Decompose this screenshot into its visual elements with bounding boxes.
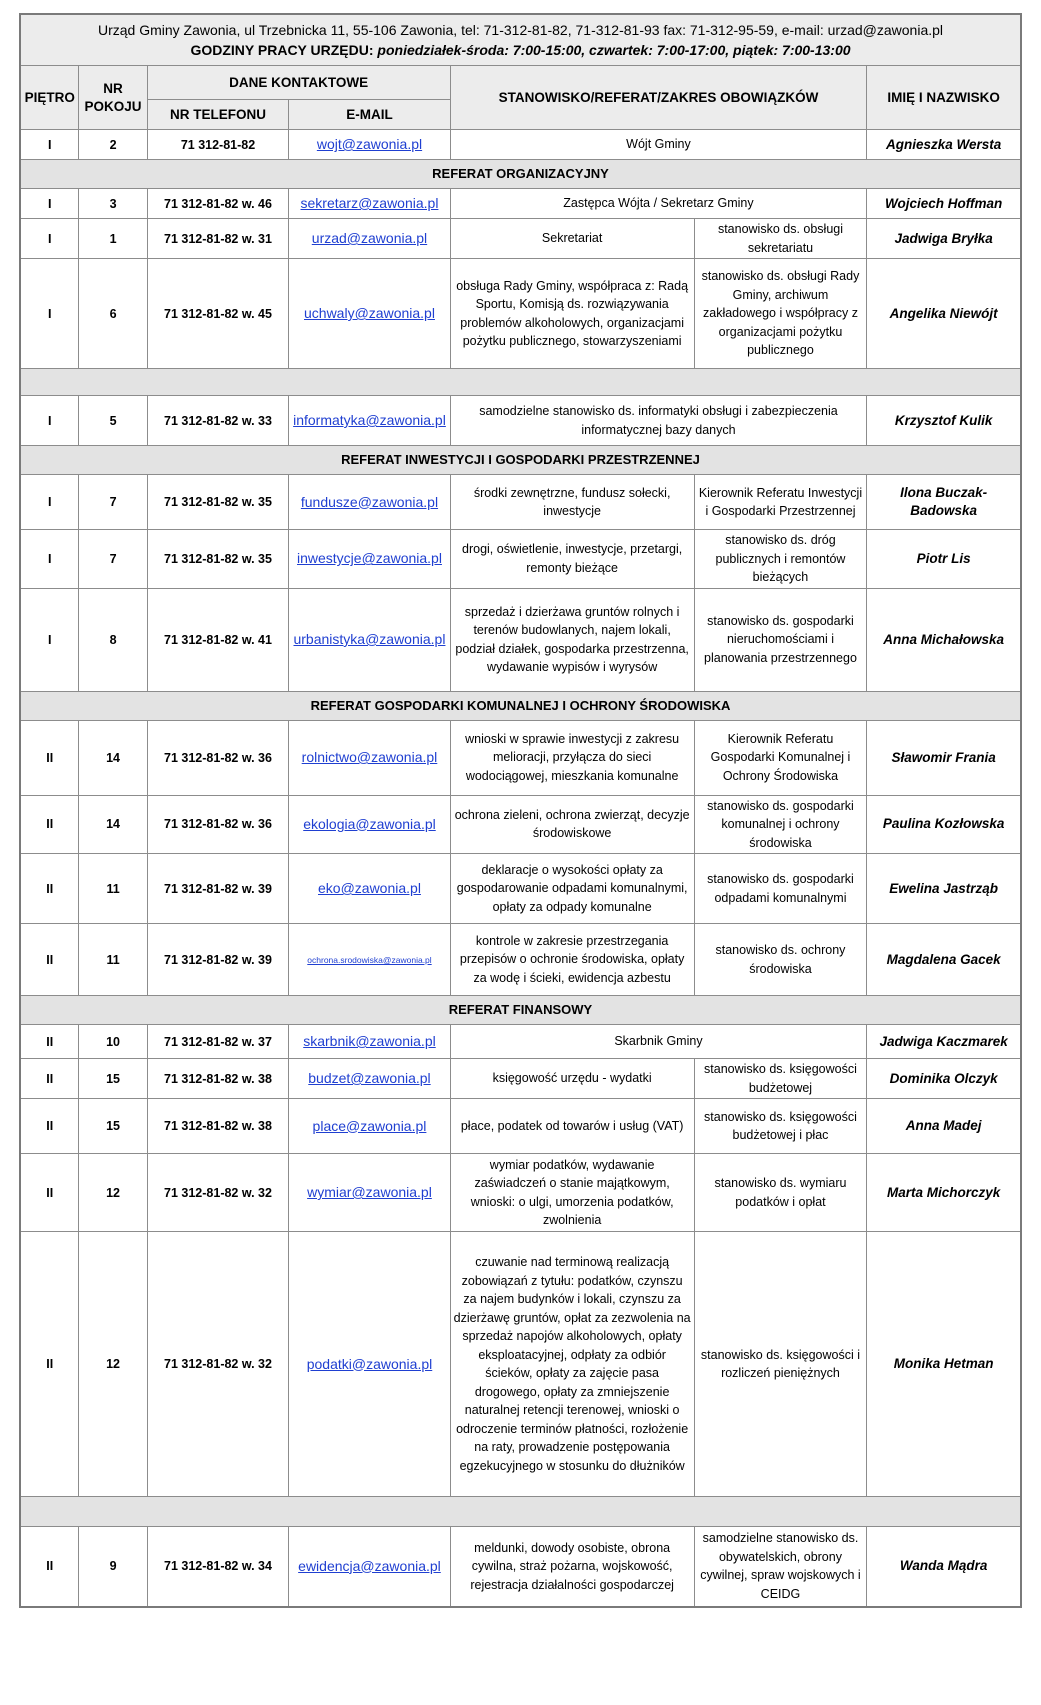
duties-cell: wymiar podatków, wydawanie zaświadczeń o stanie majątkowym, wnioski: o ulgi, umorzenia podatków, zwolnienia <box>450 1154 694 1232</box>
email-cell <box>289 219 450 259</box>
room-cell: 9 <box>79 1527 147 1607</box>
phone-cell: 71 312-81-82 w. 37 <box>147 1025 289 1059</box>
col-email-header: E-MAIL <box>289 100 450 130</box>
col-name-header: IMIĘ I NAZWISKO <box>867 66 1021 130</box>
duties-cell: płace, podatek od towarów i usług (VAT) <box>450 1099 694 1154</box>
email-cell <box>289 530 450 589</box>
role-cell: Wójt Gminy <box>450 130 867 160</box>
position-cell: stanowisko ds. gospodarki odpadami komunalnymi <box>694 854 867 924</box>
duties-cell: księgowość urzędu - wydatki <box>450 1059 694 1099</box>
floor-cell: II <box>20 1059 79 1099</box>
email-cell <box>289 588 450 691</box>
phone-cell: 71 312-81-82 w. 36 <box>147 795 289 854</box>
email-cell <box>289 259 450 369</box>
table-row <box>20 259 1021 369</box>
email-link[interactable]: ewidencja@zawonia.pl <box>298 1557 441 1574</box>
floor-cell: I <box>20 396 79 446</box>
floor-cell: I <box>20 189 79 219</box>
col-phone-header: NR TELEFONU <box>147 100 289 130</box>
position-cell: stanowisko ds. wymiaru podatków i opłat <box>694 1154 867 1232</box>
position-cell: samodzielne stanowisko ds. obywatelskich, obrony cywilnej, spraw wojskowych i CEIDG <box>694 1527 867 1607</box>
name-cell: Krzysztof Kulik <box>867 396 1021 446</box>
floor-cell: II <box>20 720 79 795</box>
floor-cell: I <box>20 588 79 691</box>
phone-cell: 71 312-81-82 w. 39 <box>147 924 289 996</box>
floor-cell: II <box>20 854 79 924</box>
name-cell: Ewelina Jastrząb <box>867 854 1021 924</box>
email-link[interactable]: place@zawonia.pl <box>312 1117 427 1134</box>
email-cell <box>289 1025 450 1059</box>
name-cell: Sławomir Frania <box>867 720 1021 795</box>
email-cell <box>289 720 450 795</box>
col-role-header: STANOWISKO/REFERAT/ZAKRES OBOWIĄZKÓW <box>450 66 867 130</box>
table-row <box>20 588 1021 691</box>
name-cell: Jadwiga Bryłka <box>867 219 1021 259</box>
room-cell: 7 <box>79 475 147 530</box>
position-cell: stanowisko ds. ochrony środowiska <box>694 924 867 996</box>
phone-cell: 71 312-81-82 w. 36 <box>147 720 289 795</box>
duties-cell: Sekretariat <box>450 219 694 259</box>
phone-cell: 71 312-81-82 w. 32 <box>147 1232 289 1497</box>
directory-rows <box>20 130 1021 1607</box>
col-room-header: NR POKOJU <box>79 66 147 130</box>
email-link[interactable]: uchwaly@zawonia.pl <box>304 305 435 321</box>
duties-cell: środki zewnętrzne, fundusz sołecki, inwestycje <box>450 475 694 530</box>
floor-cell: II <box>20 1527 79 1607</box>
position-cell: stanowisko ds. obsługi Rady Gminy, archiwum zakładowego i współpracy z organizacjami pożytku publicznego <box>694 259 867 369</box>
room-cell: 11 <box>79 854 147 924</box>
phone-cell: 71 312-81-82 w. 34 <box>147 1527 289 1607</box>
col-floor-header: PIĘTRO <box>20 66 79 130</box>
phone-cell: 71 312-81-82 w. 38 <box>147 1059 289 1099</box>
phone-cell: 71 312-81-82 w. 35 <box>147 475 289 530</box>
table-row <box>20 1154 1021 1232</box>
email-link[interactable]: urbanistyka@zawonia.pl <box>293 631 446 647</box>
table-row <box>20 475 1021 530</box>
office-address: Urząd Gminy Zawonia, ul Trzebnicka 11, 55-106 Zawonia, tel: 71-312-81-82, 71-312-81-93 fax: 71-312-95-59, e-mail: urzad@zawonia.pl <box>97 22 944 38</box>
section-title: REFERAT INWESTYCJI I GOSPODARKI PRZESTRZENNEJ <box>20 446 1021 475</box>
column-header-row <box>20 66 1021 100</box>
room-cell: 14 <box>79 720 147 795</box>
table-row <box>20 720 1021 795</box>
position-cell: Kierownik Referatu Gospodarki Komunalnej i Ochrony Środowiska <box>694 720 867 795</box>
duties-cell: drogi, oświetlenie, inwestycje, przetargi, remonty bieżące <box>450 530 694 589</box>
table-row <box>20 924 1021 996</box>
duties-cell: czuwanie nad terminową realizacją zobowiązań z tytułu: podatków, czynszu za najem budynków i lokali, czynszu za dzierżawę gruntów, opłat za zezwolenia na sprzedaż napojów alkoholowych, opłaty eksploatacyjnej, odpłaty za odbiór ścieków, opłaty za zajęcie pasa drogowego, opłaty za zmniejszenie naturalnej retencji terenowej, wnioski o odroczenie terminów płatności, rozłożenie na raty, prowadzenie postępowania egzekucyjnego w stosunku do dłużników <box>450 1232 694 1497</box>
floor-cell: I <box>20 530 79 589</box>
email-cell <box>289 924 450 996</box>
email-link[interactable]: sekretarz@zawonia.pl <box>300 195 439 211</box>
separator-cell <box>20 369 1021 396</box>
office-info-row <box>20 14 1021 66</box>
email-link[interactable]: fundusze@zawonia.pl <box>300 493 439 510</box>
room-cell: 10 <box>79 1025 147 1059</box>
phone-cell: 71 312-81-82 w. 31 <box>147 219 289 259</box>
office-hours-value: poniedziałek-środa: 7:00-15:00, czwartek: 7:00-17:00, piątek: 7:00-13:00 <box>377 42 851 58</box>
position-cell: stanowisko ds. gospodarki nieruchomościami i planowania przestrzennego <box>694 588 867 691</box>
name-cell: Angelika Niewójt <box>867 259 1021 369</box>
floor-cell: II <box>20 1025 79 1059</box>
email-link[interactable]: rolnictwo@zawonia.pl <box>301 749 438 765</box>
email-cell <box>289 189 450 219</box>
duties-cell: deklaracje o wysokości opłaty za gospodarowanie odpadami komunalnymi, opłaty za odpady komunalne <box>450 854 694 924</box>
table-row <box>20 1527 1021 1607</box>
name-cell: Magdalena Gacek <box>867 924 1021 996</box>
section-title: REFERAT GOSPODARKI KOMUNALNEJ I OCHRONY ŚRODOWISKA <box>20 691 1021 720</box>
table-row <box>20 1025 1021 1059</box>
section-header-row <box>20 160 1021 189</box>
room-cell: 11 <box>79 924 147 996</box>
email-link[interactable]: urzad@zawonia.pl <box>311 230 428 246</box>
email-link[interactable]: eko@zawonia.pl <box>318 880 421 896</box>
table-row <box>20 130 1021 160</box>
section-header-row <box>20 446 1021 475</box>
table-row <box>20 396 1021 446</box>
email-cell <box>289 1154 450 1232</box>
name-cell: Anna Madej <box>867 1099 1021 1154</box>
email-link[interactable]: podatki@zawonia.pl <box>306 1355 433 1372</box>
email-cell <box>289 1527 450 1607</box>
phone-cell: 71 312-81-82 w. 35 <box>147 530 289 589</box>
room-cell: 1 <box>79 219 147 259</box>
email-link[interactable]: skarbnik@zawonia.pl <box>303 1033 436 1049</box>
email-cell <box>289 130 450 160</box>
name-cell: Monika Hetman <box>867 1232 1021 1497</box>
phone-cell: 71 312-81-82 w. 41 <box>147 588 289 691</box>
role-cell: samodzielne stanowisko ds. informatyki obsługi i zabezpieczenia informatycznej bazy danych <box>450 396 867 446</box>
table-row <box>20 189 1021 219</box>
position-cell: stanowisko ds. dróg publicznych i remontów bieżących <box>694 530 867 589</box>
duties-cell: wnioski w sprawie inwestycji z zakresu melioracji, przyłącza do sieci wodociągowej, mieszkania komunalne <box>450 720 694 795</box>
name-cell: Anna Michałowska <box>867 588 1021 691</box>
name-cell: Piotr Lis <box>867 530 1021 589</box>
email-cell <box>289 1232 450 1497</box>
blank-separator-row <box>20 369 1021 396</box>
room-cell: 5 <box>79 396 147 446</box>
phone-cell: 71 312-81-82 w. 33 <box>147 396 289 446</box>
room-cell: 2 <box>79 130 147 160</box>
role-cell: Skarbnik Gminy <box>450 1025 867 1059</box>
position-cell: stanowisko ds. księgowości i rozliczeń pieniężnych <box>694 1232 867 1497</box>
section-title: REFERAT ORGANIZACYJNY <box>20 160 1021 189</box>
floor-cell: I <box>20 475 79 530</box>
office-directory <box>19 13 1022 1608</box>
duties-cell: sprzedaż i dzierżawa gruntów rolnych i terenów budowlanych, najem lokali, podział działek, gospodarka przestrzenna, wydawanie wypisów i wyrysów <box>450 588 694 691</box>
position-cell: stanowisko ds. księgowości budżetowej <box>694 1059 867 1099</box>
position-cell: Kierownik Referatu Inwestycji i Gospodarki Przestrzennej <box>694 475 867 530</box>
duties-cell: kontrole w zakresie przestrzegania przepisów o ochronie środowiska, opłaty za wodę i ścieki, ewidencja azbestu <box>450 924 694 996</box>
email-cell <box>289 795 450 854</box>
name-cell: Agnieszka Wersta <box>867 130 1021 160</box>
room-cell: 3 <box>79 189 147 219</box>
duties-cell: ochrona zieleni, ochrona zwierząt, decyzje środowiskowe <box>450 795 694 854</box>
floor-cell: I <box>20 259 79 369</box>
email-link[interactable]: wojt@zawonia.pl <box>316 136 423 152</box>
phone-cell: 71 312-81-82 w. 32 <box>147 1154 289 1232</box>
email-link[interactable]: ochrona.srodowiska@zawonia.pl <box>307 955 432 965</box>
name-cell: Ilona Buczak-Badowska <box>867 475 1021 530</box>
table-row <box>20 1232 1021 1497</box>
floor-cell: I <box>20 130 79 160</box>
floor-cell: II <box>20 1232 79 1497</box>
table-row <box>20 219 1021 259</box>
room-cell: 12 <box>79 1232 147 1497</box>
section-header-row <box>20 996 1021 1025</box>
room-cell: 7 <box>79 530 147 589</box>
name-cell: Paulina Kozłowska <box>867 795 1021 854</box>
position-cell: stanowisko ds. księgowości budżetowej i płac <box>694 1099 867 1154</box>
blank-separator-row <box>20 1497 1021 1527</box>
room-cell: 15 <box>79 1099 147 1154</box>
phone-cell: 71 312-81-82 <box>147 130 289 160</box>
room-cell: 6 <box>79 259 147 369</box>
name-cell: Jadwiga Kaczmarek <box>867 1025 1021 1059</box>
email-link[interactable]: budzet@zawonia.pl <box>308 1070 431 1086</box>
name-cell: Marta Michorczyk <box>867 1154 1021 1232</box>
email-link[interactable]: inwestycje@zawonia.pl <box>297 550 442 567</box>
col-contact-header: DANE KONTAKTOWE <box>147 66 450 100</box>
name-cell: Wojciech Hoffman <box>867 189 1021 219</box>
section-title: REFERAT FINANSOWY <box>20 996 1021 1025</box>
email-cell <box>289 854 450 924</box>
phone-cell: 71 312-81-82 w. 39 <box>147 854 289 924</box>
name-cell: Dominika Olczyk <box>867 1059 1021 1099</box>
office-hours-label: GODZINY PRACY URZĘDU: <box>190 42 374 58</box>
office-hours <box>24 40 1017 60</box>
separator-cell <box>20 1497 1021 1527</box>
floor-cell: II <box>20 795 79 854</box>
email-link[interactable]: ekologia@zawonia.pl <box>303 815 436 832</box>
position-cell: stanowisko ds. gospodarki komunalnej i ochrony środowiska <box>694 795 867 854</box>
phone-cell: 71 312-81-82 w. 38 <box>147 1099 289 1154</box>
table-row <box>20 795 1021 854</box>
phone-cell: 71 312-81-82 w. 45 <box>147 259 289 369</box>
email-link[interactable]: wymiar@zawonia.pl <box>307 1184 432 1200</box>
table-row <box>20 530 1021 589</box>
email-cell <box>289 475 450 530</box>
room-cell: 8 <box>79 588 147 691</box>
duties-cell: meldunki, dowody osobiste, obrona cywilna, straż pożarna, wojskowość, rejestracja działalności gospodarczej <box>450 1527 694 1607</box>
directory-table <box>19 13 1022 1608</box>
email-cell <box>289 1099 450 1154</box>
duties-cell: obsługa Rady Gminy, współpraca z: Radą Sportu, Komisją ds. rozwiązywania problemów alkoholowych, organizacjami pożytku publicznego, stowarzyszeniami <box>450 259 694 369</box>
role-cell: Zastępca Wójta / Sekretarz Gminy <box>450 189 867 219</box>
position-cell: stanowisko ds. obsługi sekretariatu <box>694 219 867 259</box>
floor-cell: II <box>20 924 79 996</box>
email-cell <box>289 1059 450 1099</box>
email-cell <box>289 396 450 446</box>
floor-cell: II <box>20 1154 79 1232</box>
name-cell: Wanda Mądra <box>867 1527 1021 1607</box>
floor-cell: II <box>20 1099 79 1154</box>
email-link[interactable]: informatyka@zawonia.pl <box>293 412 446 428</box>
room-cell: 15 <box>79 1059 147 1099</box>
table-row <box>20 1099 1021 1154</box>
table-row <box>20 1059 1021 1099</box>
section-header-row <box>20 691 1021 720</box>
phone-cell: 71 312-81-82 w. 46 <box>147 189 289 219</box>
room-cell: 12 <box>79 1154 147 1232</box>
table-row <box>20 854 1021 924</box>
room-cell: 14 <box>79 795 147 854</box>
floor-cell: I <box>20 219 79 259</box>
